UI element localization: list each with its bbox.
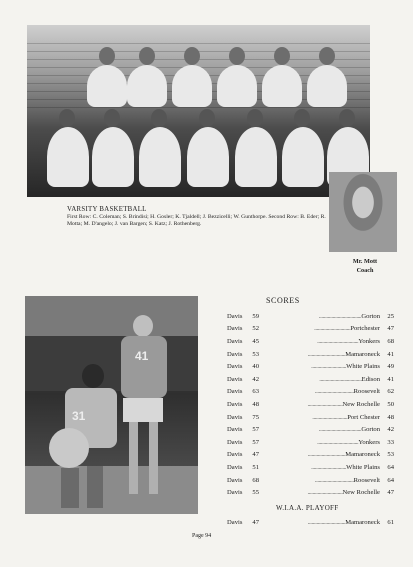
opponent-score: 62 (387, 388, 394, 396)
team-caption-title: VARSITY BASKETBALL (67, 206, 147, 213)
player-front-row (282, 127, 324, 187)
score-row (227, 436, 394, 449)
opponent-name: Gorton (361, 312, 380, 320)
score-row (227, 423, 394, 436)
game-action-photo (25, 296, 198, 514)
playoff-table (227, 516, 394, 528)
opponent-cell (263, 486, 380, 499)
player-front-row (92, 127, 134, 187)
davis-score: 57 (252, 438, 259, 446)
coach-name: Mr. Mott (352, 258, 378, 265)
opponent-name: Portchester (350, 325, 380, 333)
opponent-cell (263, 348, 380, 361)
opponent-score: 41 (387, 375, 394, 383)
score-row (227, 486, 394, 499)
player-back-row (127, 65, 167, 107)
player-head (104, 109, 120, 127)
player-back-row (217, 65, 257, 107)
opponent-score: 64 (387, 476, 394, 484)
playoff-title: W.I.A.A. PLAYOFF (276, 504, 339, 512)
player-head (99, 47, 115, 65)
opponent-score: 53 (387, 451, 394, 459)
leader-dots: .................................. (319, 375, 362, 383)
team-name: Davis (227, 413, 243, 421)
score-row (227, 348, 394, 361)
player-head (274, 47, 290, 65)
player-back-row (307, 65, 347, 107)
opponent-cell (263, 310, 380, 323)
team-name: Davis (227, 337, 243, 345)
opponent-cell (263, 516, 380, 528)
player-head (59, 109, 75, 127)
leader-dots: ............................ (311, 463, 347, 471)
jersey-number-front: 31 (72, 409, 86, 423)
davis-score: 47 (252, 518, 259, 526)
score-row (227, 411, 394, 424)
opponent-cell (263, 423, 380, 436)
opponent-name: White Plains (346, 363, 380, 371)
score-row (227, 323, 394, 336)
opponent-score: 68 (387, 337, 394, 345)
team-name: Davis (227, 489, 243, 497)
davis-score: 68 (252, 476, 259, 484)
opponent-cell (263, 411, 380, 424)
opponent-score: 61 (387, 518, 394, 526)
leader-dots: .................................. (318, 426, 362, 434)
opponent-name: Mamaroneck (345, 350, 380, 358)
player-head (247, 109, 263, 127)
opponent-cell (263, 360, 380, 373)
score-row (227, 386, 394, 399)
davis-score: 52 (252, 325, 259, 333)
team-name: Davis (227, 451, 243, 459)
opponent-name: White Plains (346, 463, 380, 471)
davis-score: 55 (252, 489, 259, 497)
player-head (229, 47, 245, 65)
opponent-score: 41 (387, 350, 394, 358)
davis-score: 48 (252, 400, 259, 408)
varsity-team-photo (27, 25, 370, 197)
opponent-cell (263, 373, 380, 386)
opponent-cell (263, 474, 380, 487)
davis-score: 59 (252, 312, 259, 320)
player-head (151, 109, 167, 127)
opponent-score: 48 (387, 413, 394, 421)
leader-dots: .................................. (318, 312, 362, 320)
team-name: Davis (227, 426, 243, 434)
team-name: Davis (227, 438, 243, 446)
opponent-cell (263, 386, 380, 399)
leader-dots: .............................. (307, 518, 346, 526)
player-head (294, 109, 310, 127)
score-row (227, 373, 394, 386)
team-name: Davis (227, 400, 243, 408)
player-head (184, 47, 200, 65)
opponent-name: Roosevelt (353, 388, 380, 396)
leader-dots: ............................. (314, 325, 351, 333)
opponent-name: New Rochelle (342, 400, 380, 408)
scores-table (227, 310, 394, 499)
score-row (227, 461, 394, 474)
opponent-cell (263, 335, 380, 348)
score-row (227, 310, 394, 323)
opponent-score: 25 (387, 312, 394, 320)
jersey-number-back: 41 (135, 349, 149, 363)
opponent-score: 50 (387, 400, 394, 408)
davis-score: 63 (252, 388, 259, 396)
player-head (199, 109, 215, 127)
team-name: Davis (227, 388, 243, 396)
davis-score: 53 (252, 350, 259, 358)
opponent-cell (263, 461, 380, 474)
opponent-score: 42 (387, 426, 394, 434)
leader-dots: ............................... (314, 476, 354, 484)
player-front-row (235, 127, 277, 187)
basketball (49, 428, 89, 468)
score-row (227, 474, 394, 487)
davis-score: 40 (252, 363, 259, 371)
leader-dots: ............................ (307, 489, 343, 497)
davis-score: 45 (252, 337, 259, 345)
leader-dots: ................................. (317, 438, 359, 446)
opponent-name: Yonkers (358, 337, 380, 345)
davis-score: 42 (252, 375, 259, 383)
player-back-row (172, 65, 212, 107)
player-head (319, 47, 335, 65)
team-name: Davis (227, 476, 243, 484)
team-name: Davis (227, 363, 243, 371)
davis-score: 75 (252, 413, 259, 421)
leader-dots: ............................ (311, 363, 347, 371)
player-front-row (139, 127, 181, 187)
opponent-score: 49 (387, 363, 394, 371)
score-row (227, 398, 394, 411)
leader-dots: .............................. (307, 350, 346, 358)
opponent-cell (263, 398, 380, 411)
opponent-score: 47 (387, 325, 394, 333)
opponent-cell (263, 449, 380, 462)
leader-dots: ............................... (314, 388, 354, 396)
scores-title: SCORES (266, 296, 300, 305)
davis-score: 57 (252, 426, 259, 434)
team-name: Davis (227, 325, 243, 333)
opponent-cell (263, 323, 380, 336)
opponent-name: Mamaroneck (345, 451, 380, 459)
opponent-name: Mamaroneck (345, 518, 380, 526)
opponent-name: Edison (361, 375, 380, 383)
player-head (339, 109, 355, 127)
player-back-row (87, 65, 127, 107)
coach-title: Coach (356, 266, 374, 274)
score-row (227, 449, 394, 462)
team-name: Davis (227, 375, 243, 383)
team-name: Davis (227, 312, 243, 320)
team-name: Davis (227, 350, 243, 358)
score-row (227, 360, 394, 373)
leader-dots: .............................. (307, 451, 346, 459)
coach-caption (341, 258, 389, 275)
score-row (227, 335, 394, 348)
player-back-row (262, 65, 302, 107)
page-number: Page 94 (192, 533, 212, 539)
opponent-name: Roosevelt (353, 476, 380, 484)
team-name: Davis (227, 463, 243, 471)
player-head (139, 47, 155, 65)
opponent-score: 47 (387, 489, 394, 497)
davis-score: 47 (252, 451, 259, 459)
opponent-name: Port Chester (347, 413, 380, 421)
player-front-row (47, 127, 89, 187)
leader-dots: ............................ (312, 413, 348, 421)
coach-portrait (329, 172, 397, 252)
opponent-name: New Rochelle (342, 489, 380, 497)
action-scene (25, 296, 198, 514)
davis-score: 51 (252, 463, 259, 471)
opponent-name: Yonkers (358, 438, 380, 446)
opponent-cell (263, 436, 380, 449)
team-name: Davis (227, 518, 243, 526)
leader-dots: ................................. (317, 337, 359, 345)
opponent-score: 64 (387, 463, 394, 471)
player-front-row (187, 127, 229, 187)
leader-dots: ............................ (307, 400, 343, 408)
score-row (227, 516, 394, 528)
opponent-name: Gorton (361, 426, 380, 434)
opponent-score: 33 (387, 438, 394, 446)
team-caption-body: First Row: C. Coleman; S. Brindisi; H. Gosler; K. Tjaldell; J. Bezzicelli; W. Gunthorpe. Second Row: B. Eder; R. Motta; M. D'angelo; J. van Bargen; S. Katz; J. Rothenberg. (67, 214, 326, 228)
